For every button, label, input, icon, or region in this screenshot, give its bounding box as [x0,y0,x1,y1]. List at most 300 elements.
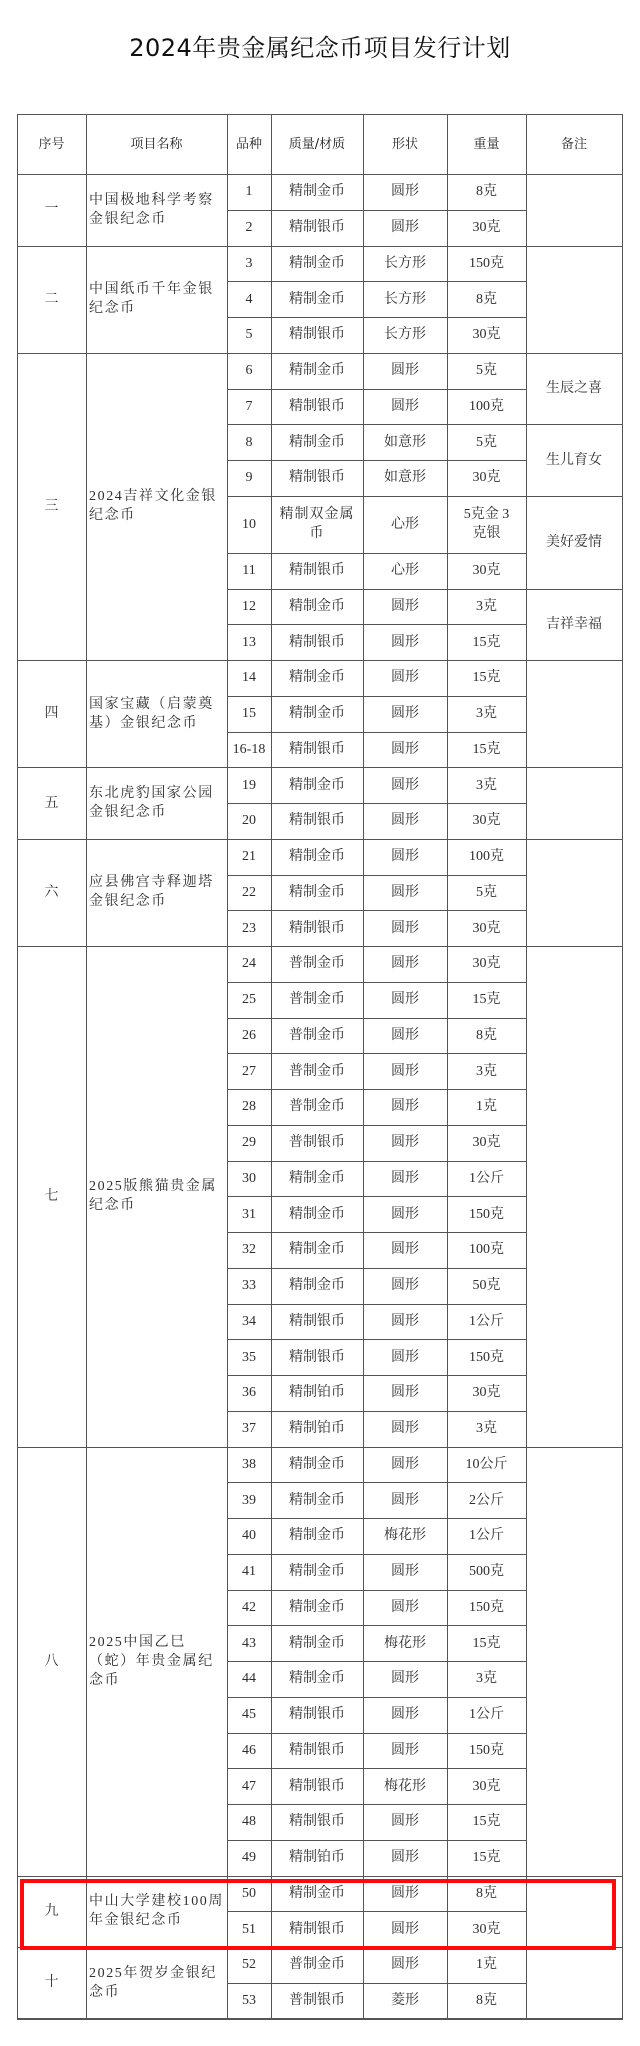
item-material [271,317,363,353]
group-seq [17,660,86,767]
header-note [526,114,622,174]
group-seq [17,353,86,660]
item-shape [363,1339,447,1375]
item-material [271,1911,363,1947]
item-shape [363,1733,447,1769]
item-weight [447,1304,526,1340]
table-gridline [227,1697,526,1698]
item-weight-text: 3克 [476,777,497,793]
item-number [227,1304,271,1340]
item-weight-text: 30克 [472,956,501,972]
item-number [227,281,271,317]
item-number [227,1590,271,1626]
item-material [271,353,363,389]
item-material [271,1947,363,1983]
item-weight [447,174,526,210]
item-weight-text: 8克 [476,1885,497,1901]
item-shape [363,624,447,660]
item-number-text: 6 [245,363,253,379]
group-name [86,1876,227,1948]
item-number [227,1232,271,1268]
item-material [271,1804,363,1840]
group-seq-text: 一 [44,202,59,218]
item-material-text: 精制银币 [289,1707,345,1723]
item-shape-text: 圆形 [391,706,419,722]
item-shape [363,317,447,353]
item-shape-text: 圆形 [391,1385,419,1401]
item-shape [363,875,447,911]
item-number-text: 32 [242,1242,256,1258]
item-material-text: 精制金币 [289,849,345,865]
item-weight [447,1518,526,1554]
item-material [271,1089,363,1125]
item-shape [363,1089,447,1125]
item-shape-text: 圆形 [391,956,419,972]
item-shape [363,553,447,589]
item-shape-text: 圆形 [391,1742,419,1758]
item-shape-text: 圆形 [391,992,419,1008]
table-gridline [227,1911,526,1912]
item-material [271,1625,363,1661]
item-number [227,1625,271,1661]
item-weight [447,1983,526,2019]
header-shape [363,114,447,174]
item-material-text: 精制金币 [289,706,345,722]
item-material [271,1375,363,1411]
item-weight [447,910,526,946]
item-shape [363,1482,447,1518]
item-material-text: 精制金币 [289,670,345,686]
item-number-text: 31 [242,1206,256,1222]
item-material-text: 精制金币 [289,884,345,900]
item-number [227,1447,271,1483]
group-name-text: 中山大学建校100周年金银纪念币 [89,1894,224,1929]
item-material [271,589,363,625]
item-material [271,1268,363,1304]
item-shape [363,389,447,425]
group-seq [17,1876,86,1948]
item-number [227,1661,271,1697]
item-shape [363,1911,447,1947]
item-number-text: 30 [242,1170,256,1186]
item-shape-text: 圆形 [391,1421,419,1437]
item-weight [447,1804,526,1840]
item-weight [447,875,526,911]
group-name-text: 中国极地科学考察金银纪念币 [89,192,214,227]
item-shape [363,1554,447,1590]
item-number [227,1161,271,1197]
group-name [86,174,227,246]
item-material-text: 精制金币 [289,1671,345,1687]
item-shape-text: 圆形 [391,634,419,650]
item-weight-text: 30克 [472,813,501,829]
item-shape [363,210,447,246]
item-weight [447,732,526,768]
item-shape-text: 圆形 [391,1671,419,1687]
item-number [227,803,271,839]
item-shape-text: 圆形 [391,741,419,757]
item-material-text: 精制铂币 [289,1385,345,1401]
item-number-text: 10 [242,516,256,532]
item-material [271,1232,363,1268]
item-weight [447,553,526,589]
item-number [227,1911,271,1947]
item-shape [363,1625,447,1661]
table-gridline [227,732,526,733]
item-number-text: 26 [242,1027,256,1043]
item-number [227,982,271,1018]
item-shape-text: 圆形 [391,1814,419,1830]
table-gridline [227,1232,526,1233]
table-gridline [227,1804,526,1805]
table-gridline [227,553,526,554]
item-shape-text: 圆形 [391,184,419,200]
item-number-text: 34 [242,1313,256,1329]
item-weight [447,1447,526,1483]
item-shape-text: 圆形 [391,1349,419,1365]
item-material-text: 精制金币 [289,1278,345,1294]
item-material-text: 普制金币 [289,956,345,972]
item-material-text: 精制铂币 [289,1850,345,1866]
item-material-text: 精制银币 [289,813,345,829]
table-gridline [227,317,526,318]
item-material [271,982,363,1018]
item-number-text: 8 [245,434,253,450]
item-weight [447,1697,526,1733]
item-weight-text: 30克 [472,470,501,486]
table-gridline [227,1268,526,1269]
group-seq [17,1947,86,2019]
item-number [227,732,271,768]
item-material [271,1411,363,1447]
item-weight [447,660,526,696]
item-material-text: 精制金币 [289,598,345,614]
item-shape [363,1518,447,1554]
item-shape [363,460,447,496]
item-weight-text: 8克 [476,1993,497,2009]
item-shape [363,1232,447,1268]
header-name-text: 项目名称 [130,136,183,152]
table-gridline [227,1554,526,1555]
item-number [227,1018,271,1054]
table-gridline [227,1625,526,1626]
item-weight-text: 30克 [472,327,501,343]
item-number [227,696,271,732]
item-note [526,496,622,589]
item-number-text: 16-18 [232,741,266,757]
item-number [227,317,271,353]
group-name-text: 2024吉祥文化金银纪念币 [89,489,217,524]
item-shape [363,982,447,1018]
item-shape [363,589,447,625]
item-material-text: 精制金币 [289,1242,345,1258]
item-weight-text: 8克 [476,291,497,307]
item-material-text: 精制银币 [289,1742,345,1758]
group-seq-text: 十 [44,1975,59,1991]
table-gridline [227,1983,526,1984]
item-material [271,732,363,768]
item-number [227,1768,271,1804]
item-shape-text: 长方形 [384,291,426,307]
item-shape [363,696,447,732]
item-shape [363,1053,447,1089]
item-weight [447,1089,526,1125]
item-shape [363,1411,447,1447]
item-number-text: 48 [242,1814,256,1830]
item-number-text: 7 [245,398,253,414]
item-weight-text: 150克 [469,1206,504,1222]
item-number-text: 2 [245,220,253,236]
item-shape [363,496,447,553]
group-seq [17,839,86,946]
item-weight [447,424,526,460]
table-gridline [622,114,623,2018]
item-material [271,1554,363,1590]
item-weight-text: 1公斤 [469,1528,504,1544]
item-weight-text: 15克 [472,634,501,650]
item-weight-text: 1公斤 [469,1313,504,1329]
table-gridline [526,589,622,590]
item-material [271,1196,363,1232]
item-number [227,589,271,625]
item-weight [447,1876,526,1912]
item-weight-text: 15克 [472,741,501,757]
item-shape [363,1375,447,1411]
item-weight-text: 3克 [476,1421,497,1437]
item-material-text: 普制银币 [289,1135,345,1151]
item-weight-text: 150克 [469,1349,504,1365]
header-no-text: 品种 [235,136,262,152]
table-gridline [17,114,623,115]
item-shape [363,1947,447,1983]
group-name [86,353,227,660]
item-shape [363,803,447,839]
item-number-text: 14 [242,670,256,686]
item-material-text: 精制银币 [289,1921,345,1937]
item-material [271,803,363,839]
item-number [227,174,271,210]
item-weight-text: 15克 [472,1850,501,1866]
item-weight [447,1411,526,1447]
item-shape [363,246,447,282]
item-material-text: 精制金币 [289,1170,345,1186]
item-material [271,1125,363,1161]
item-weight [447,1161,526,1197]
header-weight-text: 重量 [473,136,500,152]
group-name [86,1447,227,1876]
table-gridline [227,624,526,625]
item-note-text: 生儿育女 [546,452,602,468]
item-shape [363,281,447,317]
item-shape [363,910,447,946]
item-material-text: 精制金币 [289,255,345,271]
item-weight [447,1554,526,1590]
item-number-text: 21 [242,849,256,865]
item-material-text: 精制银币 [289,1778,345,1794]
item-material [271,460,363,496]
header-shape-text: 形状 [391,136,418,152]
item-shape-text: 圆形 [391,1850,419,1866]
item-number [227,1804,271,1840]
item-number-text: 40 [242,1528,256,1544]
item-number [227,1411,271,1447]
table-gridline [227,1518,526,1519]
item-number-text: 42 [242,1599,256,1615]
table-gridline [227,803,526,804]
item-weight [447,624,526,660]
item-weight [447,1482,526,1518]
item-number-text: 24 [242,956,256,972]
item-shape-text: 圆形 [391,1099,419,1115]
item-weight-text: 2公斤 [469,1492,504,1508]
item-weight [447,1018,526,1054]
item-material [271,174,363,210]
item-material [271,1518,363,1554]
item-material-text: 精制金币 [289,363,345,379]
item-weight [447,1125,526,1161]
item-number [227,839,271,875]
group-seq [17,767,86,839]
item-material [271,1876,363,1912]
group-seq [17,1447,86,1876]
header-note-text: 备注 [560,136,587,152]
item-weight [447,1196,526,1232]
item-material [271,875,363,911]
item-weight-text: 30克 [472,563,501,579]
item-number [227,1196,271,1232]
item-shape-text: 圆形 [391,1278,419,1294]
item-weight [447,696,526,732]
item-material [271,1697,363,1733]
item-material-text: 精制银币 [289,563,345,579]
item-number-text: 37 [242,1421,256,1437]
page-title: 2024年贵金属纪念币项目发行计划 [129,34,511,62]
item-material-text: 精制金币 [289,1492,345,1508]
item-weight-text: 5克 [476,434,497,450]
item-number-text: 36 [242,1385,256,1401]
table-gridline [227,1196,526,1197]
item-material [271,624,363,660]
table-gridline [227,1411,526,1412]
item-shape [363,1018,447,1054]
item-shape-text: 圆形 [391,1206,419,1222]
item-number [227,460,271,496]
item-material-text: 精制银币 [289,398,345,414]
item-shape-text: 圆形 [391,1707,419,1723]
item-weight-text: 150克 [469,1599,504,1615]
header-material [271,114,363,174]
item-weight-text: 30克 [472,1385,501,1401]
item-shape [363,1161,447,1197]
item-number-text: 22 [242,884,256,900]
item-material [271,1018,363,1054]
item-number [227,1733,271,1769]
item-shape-text: 圆形 [391,220,419,236]
item-material [271,660,363,696]
item-number [227,424,271,460]
item-number-text: 3 [245,255,253,271]
item-weight [447,1661,526,1697]
item-number [227,1983,271,2019]
item-material [271,210,363,246]
item-weight-text: 1公斤 [469,1170,504,1186]
item-weight [447,281,526,317]
header-weight [447,114,526,174]
item-number-text: 15 [242,706,256,722]
item-weight [447,389,526,425]
item-shape-text: 圆形 [391,1135,419,1151]
item-weight-text: 15克 [472,1814,501,1830]
item-shape [363,1125,447,1161]
item-material-text: 精制银币 [289,634,345,650]
header-seq [17,114,86,174]
item-weight-text: 3克 [476,1063,497,1079]
group-name [86,946,227,1447]
item-material-text: 精制银币 [289,920,345,936]
item-material-text: 精制铂币 [289,1421,345,1437]
item-shape-text: 圆形 [391,813,419,829]
item-number-text: 44 [242,1671,256,1687]
group-seq-text: 九 [44,1903,59,1919]
item-material-text: 精制双金属币 [279,507,355,542]
item-weight-text: 3克 [476,1671,497,1687]
item-shape-text: 如意形 [384,470,426,486]
table-gridline [227,1089,526,1090]
header-name [86,114,227,174]
item-number-text: 53 [242,1993,256,2009]
item-material [271,553,363,589]
item-shape-text: 圆形 [391,1564,419,1580]
item-weight-text: 1克 [476,1957,497,1973]
item-material-text: 精制金币 [289,1528,345,1544]
item-shape [363,839,447,875]
group-name-text: 国家宝藏（启蒙奠基）金银纪念币 [89,696,214,731]
item-number [227,1053,271,1089]
item-weight-text: 30克 [472,220,501,236]
item-material [271,1053,363,1089]
item-material-text: 精制金币 [289,1456,345,1472]
table-gridline [526,424,622,425]
item-shape [363,1661,447,1697]
item-weight [447,982,526,1018]
item-shape [363,1768,447,1804]
group-seq-text: 六 [44,884,59,900]
item-shape [363,1983,447,2019]
item-material [271,696,363,732]
item-material-text: 精制银币 [289,741,345,757]
table-gridline [227,424,526,425]
item-weight [447,1590,526,1626]
table-gridline [227,496,526,497]
item-material-text: 精制银币 [289,470,345,486]
item-material [271,1661,363,1697]
item-shape-text: 心形 [391,516,419,532]
group-name [86,839,227,946]
item-shape [363,1447,447,1483]
item-shape-text: 圆形 [391,1063,419,1079]
item-shape-text: 如意形 [384,434,426,450]
item-shape-text: 圆形 [391,598,419,614]
item-shape [363,660,447,696]
table-gridline [227,1661,526,1662]
group-name-text: 2025年贺岁金银纪念币 [89,1965,217,2000]
item-shape [363,353,447,389]
item-number [227,875,271,911]
item-weight-text: 3克 [476,598,497,614]
item-number [227,624,271,660]
item-shape-text: 长方形 [384,255,426,271]
item-number-text: 13 [242,634,256,650]
